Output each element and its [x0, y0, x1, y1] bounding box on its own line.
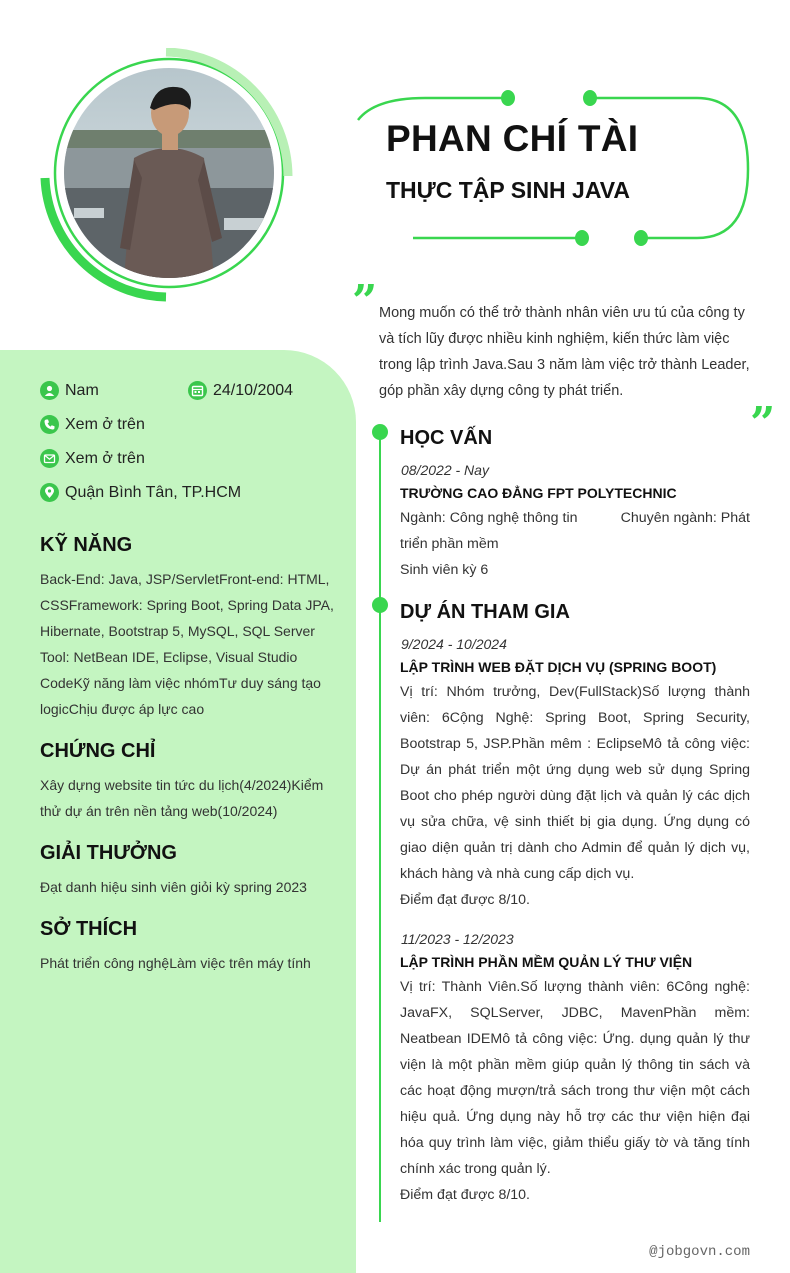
candidate-name: PHAN CHÍ TÀI [386, 118, 639, 159]
certificates-heading: CHỨNG CHỈ [40, 740, 156, 762]
education-term: Sinh viên kỳ 6 [400, 562, 489, 578]
person-icon [40, 381, 59, 400]
projects-timeline-dot [372, 597, 388, 613]
education-major-row [400, 505, 750, 531]
address-value: Quận Bình Tân, TP.HCM [65, 483, 242, 501]
hobbies-text: Phát triển công nghệLàm việc trên máy tính [40, 955, 311, 971]
birthday-value: 24/10/2004 [213, 381, 294, 399]
skills-text: Back-End: Java, JSP/ServletFront-end: HTML, CSSFramework: Spring Boot, Spring Data JPA, Hibernate, Bootstrap 5, MySQL, SQL Server Tool: NetBean IDE, Eclipse, Visual Studio CodeKỹ năng làm việc nhómTư duy sáng tạo logicChịu được áp lực cao [40, 571, 334, 717]
education-timeline-dot [372, 424, 388, 440]
calendar-icon [188, 381, 207, 400]
location-pin-icon [40, 483, 59, 502]
education-specialty: Chuyên ngành: Phát [620, 510, 750, 526]
mail-icon [40, 449, 59, 468]
awards-heading: GIẢI THƯỞNG [40, 842, 177, 864]
education-specialty-continued: triển phần mềm [400, 536, 499, 552]
avatar-frame [38, 48, 298, 308]
project-2-description: Vị trí: Thành Viên.Số lượng thành viên: 6Công nghệ: JavaFX, SQLServer, JDBC, MavenPhần mềm: Neatbean IDEMô tả công việc: Ứng. dụng quản lý thư viện là một phần mềm giúp quản lý thông tin sách và các hoạt động mượn/trả sách trong thư viện một cách hiệu quả. Ứng dụng này hỗ trợ các thư viện hiện đại hóa quy trình làm việc, giảm thiểu giấy tờ và tăng tính chính xác trong quản lý. [400, 979, 750, 1177]
contact-gender [40, 381, 99, 400]
close-quote-icon: ” [750, 398, 776, 449]
name-frame [355, 88, 755, 250]
education-major: Ngành: Công nghệ thông tin [400, 510, 578, 526]
school-name: TRƯỜNG CAO ĐẲNG FPT POLYTECHNIC [400, 485, 677, 501]
timeline-line [379, 432, 381, 1222]
career-objective: Mong muốn có thể trở thành nhân viên ưu tú của công ty và tích lũy được nhiều kinh nghiệm, kiến thức làm việc trong lập trình Java.Sau 3 năm làm việc trở thành Leader, góp phần xây dựng công ty phát triển. [379, 305, 750, 399]
email-value: Xem ở trên [65, 449, 145, 467]
hobbies-heading: SỞ THÍCH [40, 918, 138, 940]
education-date: 08/2022 - Nay [401, 462, 489, 478]
profile-photo [64, 68, 274, 278]
open-quote-icon: ” [352, 276, 378, 327]
project-1-name: LẬP TRÌNH WEB ĐẶT DỊCH VỤ (SPRING BOOT) [400, 659, 717, 675]
footer-watermark: @jobgovn.com [649, 1244, 750, 1260]
project-2-score: Điểm đạt được 8/10. [400, 1187, 530, 1203]
projects-heading: DỰ ÁN THAM GIA [400, 601, 570, 623]
contact-email [40, 449, 145, 468]
job-title: THỰC TẬP SINH JAVA [386, 177, 630, 203]
contact-phone [40, 415, 145, 434]
phone-icon [40, 415, 59, 434]
education-heading: HỌC VẤN [400, 427, 493, 449]
awards-text: Đạt danh hiệu sinh viên giỏi kỳ spring 2023 [40, 879, 307, 895]
gender-value: Nam [65, 381, 99, 399]
project-1-description: Vị trí: Nhóm trưởng, Dev(FullStack)Số lượng thành viên: 6Cộng Nghệ: Spring Boot, Spring Security, Bootstrap 5, JSP.Phần mêm : EclipseMô tả công việc: Dự án phát triển một ứng dụng web sử dụng Spring Boot cho phép người dùng đặt lịch và quản lý các dịch vụ sửa chữa, vệ sinh thiết bị gia dụng. Ứng dụng có giao diện quản trị dành cho Admin để quản lý dịch vụ, khách hàng và nhà cung cấp dịch vụ. [400, 684, 750, 882]
phone-value: Xem ở trên [65, 415, 145, 433]
project-2-name: LẬP TRÌNH PHẦN MỀM QUẢN LÝ THƯ VIỆN [400, 954, 693, 970]
project-1-score: Điểm đạt được 8/10. [400, 892, 530, 908]
project-1-date: 9/2024 - 10/2024 [401, 636, 507, 652]
project-2-date: 11/2023 - 12/2023 [401, 931, 514, 947]
contact-address [40, 483, 241, 502]
certificates-text: Xây dựng website tin tức du lịch(4/2024)Kiểm thử dự án trên nền tảng web(10/2024) [40, 777, 324, 819]
contact-birthday [188, 381, 293, 400]
skills-heading: KỸ NĂNG [40, 534, 133, 556]
